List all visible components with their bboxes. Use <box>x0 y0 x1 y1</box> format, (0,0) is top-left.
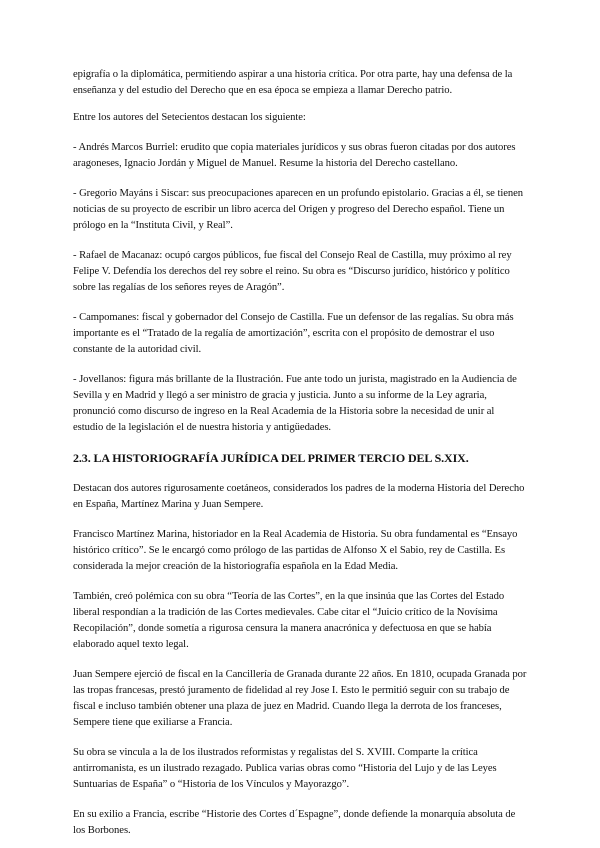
paragraph-martinez-marina: Francisco Martínez Marina, historiador en la Real Academia de Historia. Su obra fundamental es “Ensayo histórico crítico”. Se le encargó como prólogo de las partidas de Alfonso X el Sabio, rey de Castilla. Es considerada la mejor creación de la historiografía española en la Edad Media. <box>73 529 518 572</box>
paragraph-autores-setecientos: Entre los autores del Setecientos destacan los siguiente: <box>73 112 306 123</box>
paragraph-mayans: - Gregorio Mayáns i Siscar: sus preocupaciones aparecen en un profundo epistolario. Gracias a él, se tienen noticias de su proyecto de escribir un libro acerca del Origen y progreso del Derecho español. Tiene un prólogo en la “Instituta Civil, y Real”. <box>73 188 524 231</box>
paragraph-dos-autores: Destacan dos autores rigurosamente coetáneos, considerados los padres de la moderna Historia del Derecho en España, Martínez Marina y Juan Sempere. <box>73 483 525 510</box>
paragraph-juan-sempere: Juan Sempere ejerció de fiscal en la Cancillería de Granada durante 22 años. En 1810, ocupada Granada por las tropas francesas, prestó juramento de fidelidad al rey Jose I. Esto le permitió seguir con su trabajo de fiscal e incluso también obtener una plaza de juez en Madrid. Cuando llega la derrota de los franceses, Sempere tiene que exiliarse a Francia. <box>73 669 527 728</box>
paragraph-teoria-cortes: También, creó polémica con su obra “Teoría de las Cortes”, en la que insinúa que las Cortes del Estado liberal respondían a la tradición de las Cortes medievales. Cabe citar el “Juicio crítico de la Novísima Recopilación”, donde sometía a rigurosa censura la manera anacrónica y defectuosa en que se había elaborado aquel texto legal. <box>73 591 505 650</box>
paragraph-macanaz: - Rafael de Macanaz: ocupó cargos públicos, fue fiscal del Consejo Real de Castilla, muy próximo al rey Felipe V. Defendía los derechos del rey sobre el reino. Su obra es “Discurso jurídico, histórico y político sobre las regalías de los señores reyes de Aragón”. <box>73 250 512 293</box>
paragraph-obra-sempere: Su obra se vincula a la de los ilustrados reformistas y regalistas del S. XVIII. Comparte la crítica antirromanista, es un ilustrado rezagado. Publica varias obras como “Historia del Lujo y de las Leyes Suntuarias de España” o “Historia de los Vínculos y Mayorazgo”. <box>73 747 497 790</box>
paragraph-epigrafia: epigrafía o la diplomática, permitiendo aspirar a una historia crítica. Por otra parte, hay una defensa de la enseñanza y del estudio del Derecho que en esa época se empieza a llamar Derecho patrio. <box>73 69 513 96</box>
paragraph-jovellanos: - Jovellanos: figura más brillante de la Ilustración. Fue ante todo un jurista, magistrado en la Audiencia de Sevilla y en Madrid y llegó a ser ministro de gracia y justicia. Junto a su informe de la Ley agraria, pronunció como discurso de ingreso en la Real Academia de la Historia sobre la necesidad de unir al estudio de la legislación el de nuestra historia y antigüedades. <box>73 374 517 433</box>
paragraph-exilio: En su exilio a Francia, escribe “Historie des Cortes d´Espagne”, donde defiende la monarquía absoluta de los Borbones. <box>73 809 516 836</box>
paragraph-campomanes: - Campomanes: fiscal y gobernador del Consejo de Castilla. Fue un defensor de las regalías. Su obra más importante es el “Tratado de la regalía de amortización”, escrita con el propósito de demostrar el uso constante de la autoridad civil. <box>73 312 514 355</box>
paragraph-burriel: - Andrés Marcos Burriel: erudito que copia materiales jurídicos y sus obras fueron citadas por dos autores aragoneses, Ignacio Jordán y Miguel de Manuel. Resume la historia del Derecho castellano. <box>73 142 516 169</box>
section-heading: 2.3. LA HISTORIOGRAFÍA JURÍDICA DEL PRIMER TERCIO DEL S.XIX. <box>73 451 469 465</box>
